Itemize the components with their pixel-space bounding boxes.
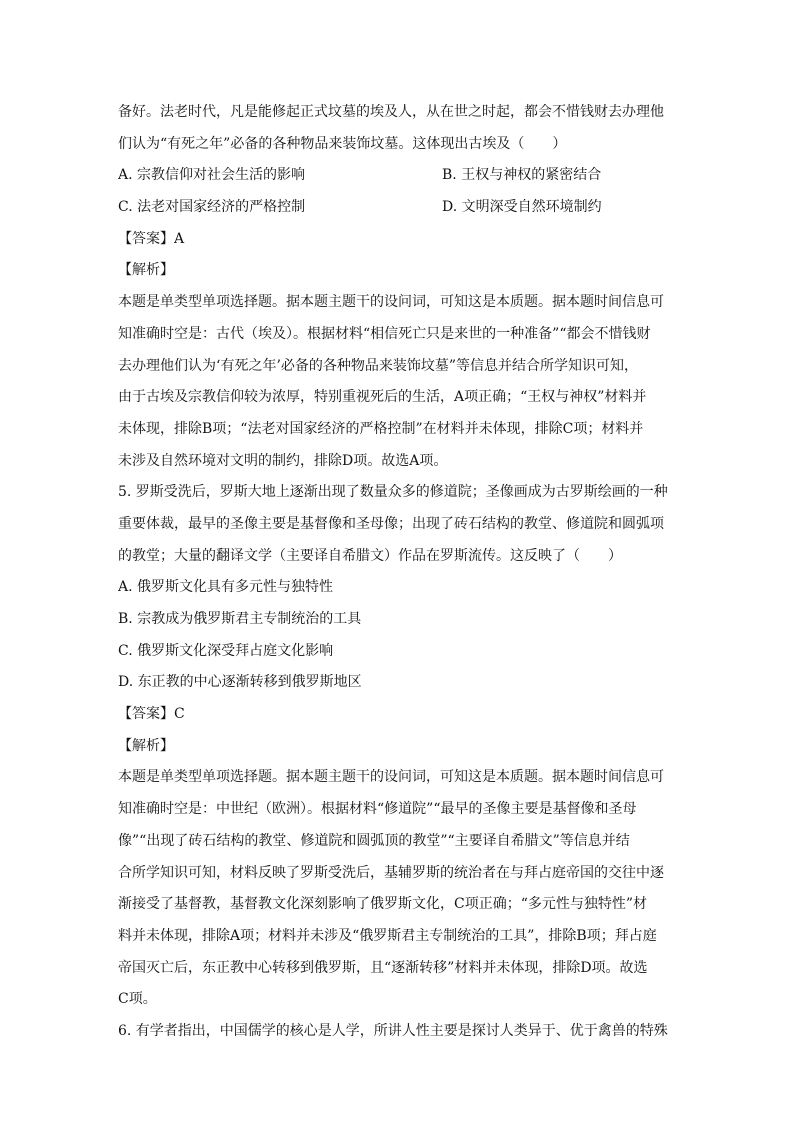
- q4-option-d: D. 文明深受自然环境制约: [442, 199, 602, 216]
- q5-analysis-line-3: 像”“出现了砖石结构的教堂、修道院和圆弧顶的教堂”“主要译自希腊文”等信息并结: [118, 832, 630, 849]
- q4-option-a: A. 宗教信仰对社会生活的影响: [118, 167, 306, 184]
- q4-stem-line-1: 备好。法老时代，凡是能修起正式坟墓的埃及人，从在世之时起，都会不惜钱财去办理他: [118, 104, 664, 120]
- q4-analysis-line-1: 本题是单类型单项选择题。据本题主题干的设问词，可知这是本质题。据本题时间信息可: [118, 294, 664, 311]
- q5-analysis-line-7: 帝国灭亡后，东正教中心转移到俄罗斯，且“逐渐转移”材料并未体现，排除D项。故选: [118, 959, 648, 976]
- q4-option-b: B. 王权与神权的紧密结合: [442, 167, 602, 184]
- question-6: [118, 1016, 678, 1048]
- q4-answer: 【答案】A: [118, 230, 185, 247]
- q4-analysis-line-4: 由于古埃及宗教信仰较为浓厚，特别重视死后的生活，A项正确；“王权与神权”材料并: [118, 389, 647, 406]
- document-page: [118, 97, 678, 1048]
- q5-option-c: C. 俄罗斯文化深受拜占庭文化影响: [118, 642, 334, 659]
- q4-analysis-line-3: 去办理他们认为‘有死之年’必备的各种物品来装饰坟墓”等信息并结合所学知识可知，: [118, 357, 639, 374]
- q6-stem-line-1: 6. 有学者指出，中国儒学的核心是人学，所讲人性主要是探讨人类异于、优于禽兽的特殊: [118, 1022, 668, 1039]
- q5-analysis-label: 【解析】: [118, 737, 174, 754]
- q5-stem-line-3: 的教堂；大量的翻译文学（主要译自希腊文）作品在罗斯流传。这反映了（ ）: [118, 547, 622, 564]
- question-5: [118, 477, 678, 1016]
- question-4: [118, 97, 678, 477]
- q5-analysis-line-8: C项。: [118, 991, 157, 1008]
- q4-options-row-2: [118, 192, 678, 224]
- q4-options-row-1: [118, 160, 678, 192]
- q5-analysis-line-5: 渐接受了基督教，基督教文化深刻影响了俄罗斯文化，C项正确；“多元性与独特性”材: [118, 896, 648, 913]
- q4-analysis-line-6: 未涉及自然环境对文明的制约，排除D项。故选A项。: [118, 452, 448, 469]
- q5-analysis-line-6: 料并未体现，排除A项；材料并未涉及“俄罗斯君主专制统治的工具”，排除B项；拜占庭: [118, 927, 657, 944]
- q5-option-d: D. 东正教的中心逐渐转移到俄罗斯地区: [118, 674, 362, 691]
- q5-stem-line-1: 5. 罗斯受洗后，罗斯大地上逐渐出现了数量众多的修道院；圣像画成为古罗斯绘画的一种: [118, 484, 668, 501]
- q4-stem-line-2: 们认为“有死之年”必备的各种物品来装饰坟墓。这体现出古埃及（ ）: [118, 135, 567, 152]
- q4-analysis-label: 【解析】: [118, 262, 174, 279]
- q4-analysis-line-5: 未体现，排除B项；“法老对国家经济的严格控制”在材料并未体现，排除C项；材料并: [118, 420, 644, 437]
- q4-analysis-line-2: 知准确时空是：古代（埃及）。根据材料“相信死亡只是来世的一种准备”“都会不惜钱财: [118, 325, 651, 342]
- q5-answer: 【答案】C: [118, 706, 185, 723]
- q5-stem-line-2: 重要体裁，最早的圣像主要是基督像和圣母像；出现了砖石结构的教堂、修道院和圆弧项: [118, 515, 664, 532]
- q5-option-a: A. 俄罗斯文化具有多元性与独特性: [118, 579, 334, 596]
- q4-option-c: C. 法老对国家经济的严格控制: [118, 199, 306, 216]
- q5-option-b: B. 宗教成为俄罗斯君主专制统治的工具: [118, 611, 362, 627]
- q5-analysis-line-1: 本题是单类型单项选择题。据本题主题干的设问词，可知这是本质题。据本题时间信息可: [118, 769, 664, 786]
- q5-analysis-line-2: 知准确时空是：中世纪（欧洲）。根据材料“修道院”“最早的圣像主要是基督像和圣母: [118, 801, 637, 818]
- q5-analysis-line-4: 合所学知识可知，材料反映了罗斯受洗后，基辅罗斯的统治者在与拜占庭帝国的交往中逐: [118, 864, 664, 881]
